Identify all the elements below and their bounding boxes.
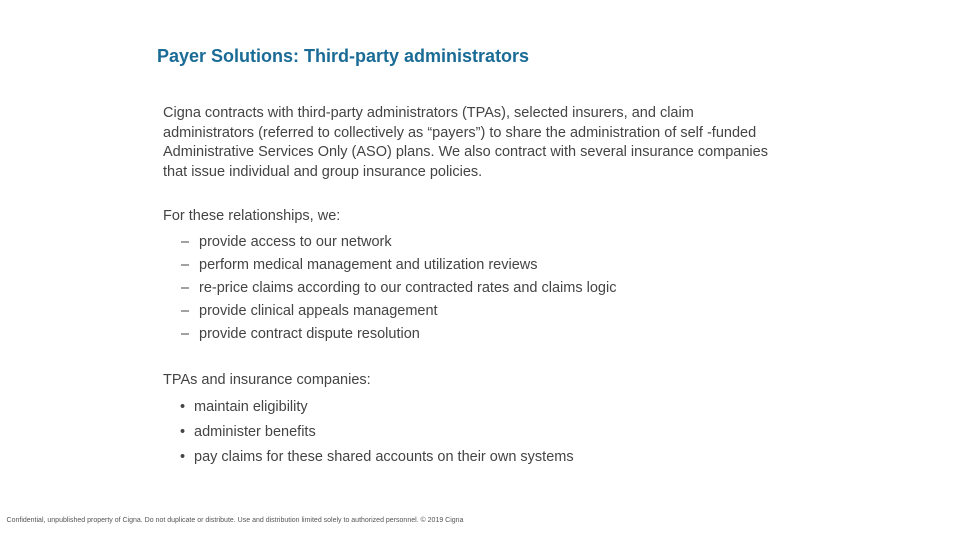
- tpas-heading: TPAs and insurance companies:: [163, 372, 371, 388]
- dash-marker: –: [181, 257, 190, 273]
- list-item-text: administer benefits: [194, 424, 316, 440]
- relationships-heading: For these relationships, we:: [163, 208, 341, 224]
- list-item: [181, 231, 616, 254]
- tpas-list: [180, 395, 574, 470]
- confidentiality-footer: Confidential, unpublished property of Cigna. Do not duplicate or distribute. Use and distribution limited solely to authorized personnel. © 2019 Cigna: [6, 517, 464, 524]
- list-item: [180, 445, 574, 470]
- intro-paragraph: Cigna contracts with third-party administrators (TPAs), selected insurers, and claim administrators (referred to collectively as “payers”) to share the administration of self -funded Administrative Services Only (ASO) plans. We also contract with several insurance companies that issue individual and group insurance policies.: [163, 105, 768, 180]
- list-item-text: perform medical management and utilization reviews: [199, 257, 538, 273]
- list-item-text: provide access to our network: [199, 234, 392, 250]
- list-item: [181, 254, 616, 277]
- list-item-text: provide contract dispute resolution: [199, 326, 420, 342]
- slide-title: Payer Solutions: Third-party administrators: [157, 46, 530, 66]
- relationships-list: [181, 231, 616, 346]
- dash-marker: –: [181, 303, 190, 319]
- bullet-marker: •: [180, 424, 186, 440]
- dash-marker: –: [181, 326, 190, 342]
- list-item: [180, 395, 574, 420]
- bullet-marker: •: [180, 449, 186, 465]
- list-item: [181, 323, 616, 346]
- list-item: [181, 300, 616, 323]
- list-item-text: re-price claims according to our contracted rates and claims logic: [199, 280, 617, 296]
- list-item-text: pay claims for these shared accounts on their own systems: [194, 449, 574, 465]
- list-item-text: maintain eligibility: [194, 399, 308, 415]
- list-item-text: provide clinical appeals management: [199, 303, 438, 319]
- list-item: [181, 277, 616, 300]
- dash-marker: –: [181, 280, 190, 296]
- bullet-marker: •: [180, 399, 186, 415]
- dash-marker: –: [181, 234, 190, 250]
- list-item: [180, 420, 574, 445]
